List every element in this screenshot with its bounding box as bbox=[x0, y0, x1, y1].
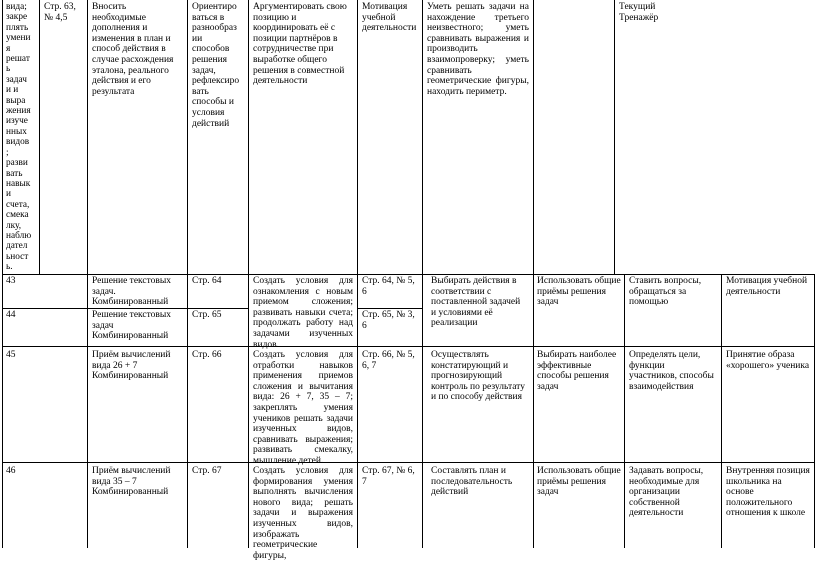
top-cell-1: вида; закре плять умени я решат ь задач и и выра жения изуче нных видов ; разви вать навык и счета, смека лку, наблю дател ьност ь. bbox=[6, 2, 32, 273]
grid-line bbox=[533, 274, 534, 548]
row-45-goals: Создать условия для отработки навыков применения приемов сложения и вычитания вида: 26 + 7, 35 – 7; закреплять умения учеников решать задачи изученных видов, сравнивать выражения; развивать смекалку, мышление детей. bbox=[253, 350, 353, 466]
grid-line bbox=[814, 274, 815, 548]
grid-line bbox=[422, 274, 423, 548]
grid-line bbox=[87, 274, 88, 548]
row-44-task: Стр. 65, № 3, 6 bbox=[362, 310, 415, 331]
row-44-page: Стр. 65 bbox=[192, 310, 222, 320]
grid-line bbox=[2, 0, 3, 275]
top-cell-2: Стр. 63, № 4,5 bbox=[44, 2, 76, 23]
grid-line bbox=[39, 0, 40, 275]
top-cell-5: Аргументировать свою позицию и координировать её с позиции партнёров в сотрудничестве при выработке общего решения в совместной деятельности bbox=[253, 2, 347, 87]
grid-line bbox=[2, 308, 248, 309]
row-45-topic: Приём вычислений вида 26 + 7 Комбинированный bbox=[92, 350, 171, 382]
grid-line bbox=[357, 0, 358, 275]
row-46-task: Стр. 67, № 6, 7 bbox=[362, 466, 415, 487]
row-46-regulative: Составлять план и последовательность действий bbox=[431, 466, 513, 498]
row-46-cognitive: Использовать общие приёмы решения задач bbox=[537, 466, 621, 498]
grid-line bbox=[248, 274, 249, 548]
row-44-topic: Решение текстовых задач Комбинированный bbox=[92, 310, 172, 342]
top-cell-7: Уметь решать задачи на нахождение третьего неизвестного; уметь сравнивать выражения и производить взаимопроверку; уметь сравнивать геометрические фигуры, находить периметр. bbox=[427, 2, 529, 97]
row-43-44-regulative: Выбирать действия в соответствии с поставленной задачей и условиями её реализации bbox=[431, 276, 521, 329]
row-46-number: 46 bbox=[6, 466, 16, 476]
grid-line bbox=[2, 462, 815, 463]
row-46-goals: Создать условия для формирования умения выполнять вычисления нового вида; решать задачи и выражения изученных видов, изображать геометрические фигуры, bbox=[253, 466, 353, 561]
row-43-44-goals: Создать условия для ознакомления с новым приемом сложения; развивать навыки счета; продолжать работу над задачами изученных видов. bbox=[253, 276, 353, 350]
row-46-personal: Внутренняя позиция школьника на основе положительного отношения к школе bbox=[726, 466, 810, 519]
row-45-regulative: Осуществлять констатирующий и прогнозирующий контроль по результату и по способу действия bbox=[431, 350, 525, 403]
row-45-page: Стр. 66 bbox=[192, 350, 222, 360]
grid-line bbox=[2, 274, 815, 275]
row-43-44-communicative: Ставить вопросы, обращаться за помощью bbox=[629, 276, 702, 308]
grid-line bbox=[357, 274, 358, 548]
row-43-page: Стр. 64 bbox=[192, 276, 222, 286]
grid-line bbox=[187, 274, 188, 548]
row-44-number: 44 bbox=[6, 310, 16, 320]
top-cell-8: Текущий Тренажёр bbox=[619, 2, 659, 23]
row-46-topic: Приём вычислений вида 35 – 7 Комбинированный bbox=[92, 466, 171, 498]
grid-line bbox=[87, 0, 88, 275]
top-cell-4: Ориентиро ваться в разнообраз ии способов решения задач, рефлексиро вать способы и условия действий bbox=[192, 2, 240, 129]
row-43-task: Стр. 64, № 5, 6 bbox=[362, 276, 415, 297]
grid-line bbox=[187, 0, 188, 275]
top-cell-3: Вносить необходимые дополнения и изменения в план и способ действия в случае расхождения эталона, реального действия и его результата bbox=[92, 2, 174, 97]
grid-line bbox=[248, 0, 249, 275]
grid-line bbox=[2, 274, 3, 548]
row-43-number: 43 bbox=[6, 276, 16, 286]
row-46-page: Стр. 67 bbox=[192, 466, 222, 476]
row-45-number: 45 bbox=[6, 350, 16, 360]
row-43-44-personal: Мотивация учебной деятельности bbox=[726, 276, 808, 297]
row-46-communicative: Задавать вопросы, необходимые для организации собственной деятельности bbox=[629, 466, 704, 519]
grid-line bbox=[2, 346, 815, 347]
grid-line bbox=[624, 274, 625, 548]
row-45-communicative: Определять цели, функции участников, способы взаимодействия bbox=[629, 350, 714, 392]
row-43-topic: Решение текстовых задач. Комбинированный bbox=[92, 276, 172, 308]
grid-line bbox=[533, 0, 534, 275]
row-45-cognitive: Выбирать наиболее эффективные способы решения задач bbox=[537, 350, 617, 392]
row-45-task: Стр. 66, № 5, 6, 7 bbox=[362, 350, 415, 371]
row-45-personal: Принятие образа «хорошего» ученика bbox=[726, 350, 810, 371]
grid-line bbox=[721, 274, 722, 548]
grid-line bbox=[614, 0, 615, 275]
grid-line bbox=[422, 0, 423, 275]
grid-line bbox=[357, 308, 422, 309]
top-cell-6: Мотивация учебной деятельности bbox=[362, 2, 417, 34]
row-43-44-cognitive: Использовать общие приёмы решения задач bbox=[537, 276, 621, 308]
